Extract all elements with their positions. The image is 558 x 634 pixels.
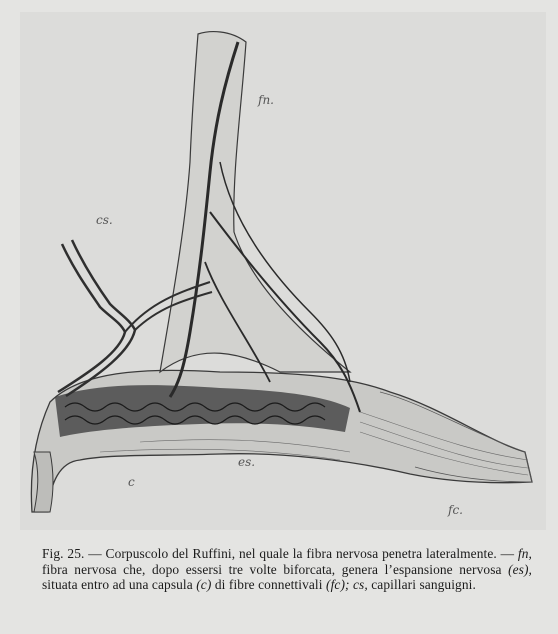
caption-es-term: (es), xyxy=(508,561,532,577)
label-es: es. xyxy=(238,455,256,469)
label-fn: fn. xyxy=(258,93,274,107)
figure-caption xyxy=(42,546,532,593)
caption-cs-term: cs, xyxy=(349,577,368,593)
caption-dash: — xyxy=(84,546,106,561)
label-cs: cs. xyxy=(96,213,113,227)
label-fc: fc. xyxy=(448,503,463,517)
caption-fig-number: Fig. 25. xyxy=(42,546,85,561)
caption-fn-intro: — xyxy=(496,546,518,561)
caption-cs-text: capillari sanguigni. xyxy=(367,577,476,593)
caption-title: Corpuscolo del Ruffini, nel quale la fibra nervosa penetra lateralmente. xyxy=(105,546,497,561)
ruffini-corpuscle-illustration xyxy=(20,12,546,530)
caption-c-term: (c) xyxy=(196,577,212,593)
caption-c-text: di fibre connettivali xyxy=(211,577,327,593)
caption-fn-term: fn, xyxy=(517,546,532,561)
caption-fc-term: (fc); xyxy=(326,577,350,593)
label-c: c xyxy=(128,475,135,489)
caption-es-text: situata entro ad una capsula xyxy=(42,577,197,593)
caption-text xyxy=(42,546,532,593)
illustration-drawing xyxy=(20,12,546,530)
caption-fn-text: fibra nervosa che, dopo essersi tre volte biforcata, genera l’espansione nervosa xyxy=(42,561,509,577)
